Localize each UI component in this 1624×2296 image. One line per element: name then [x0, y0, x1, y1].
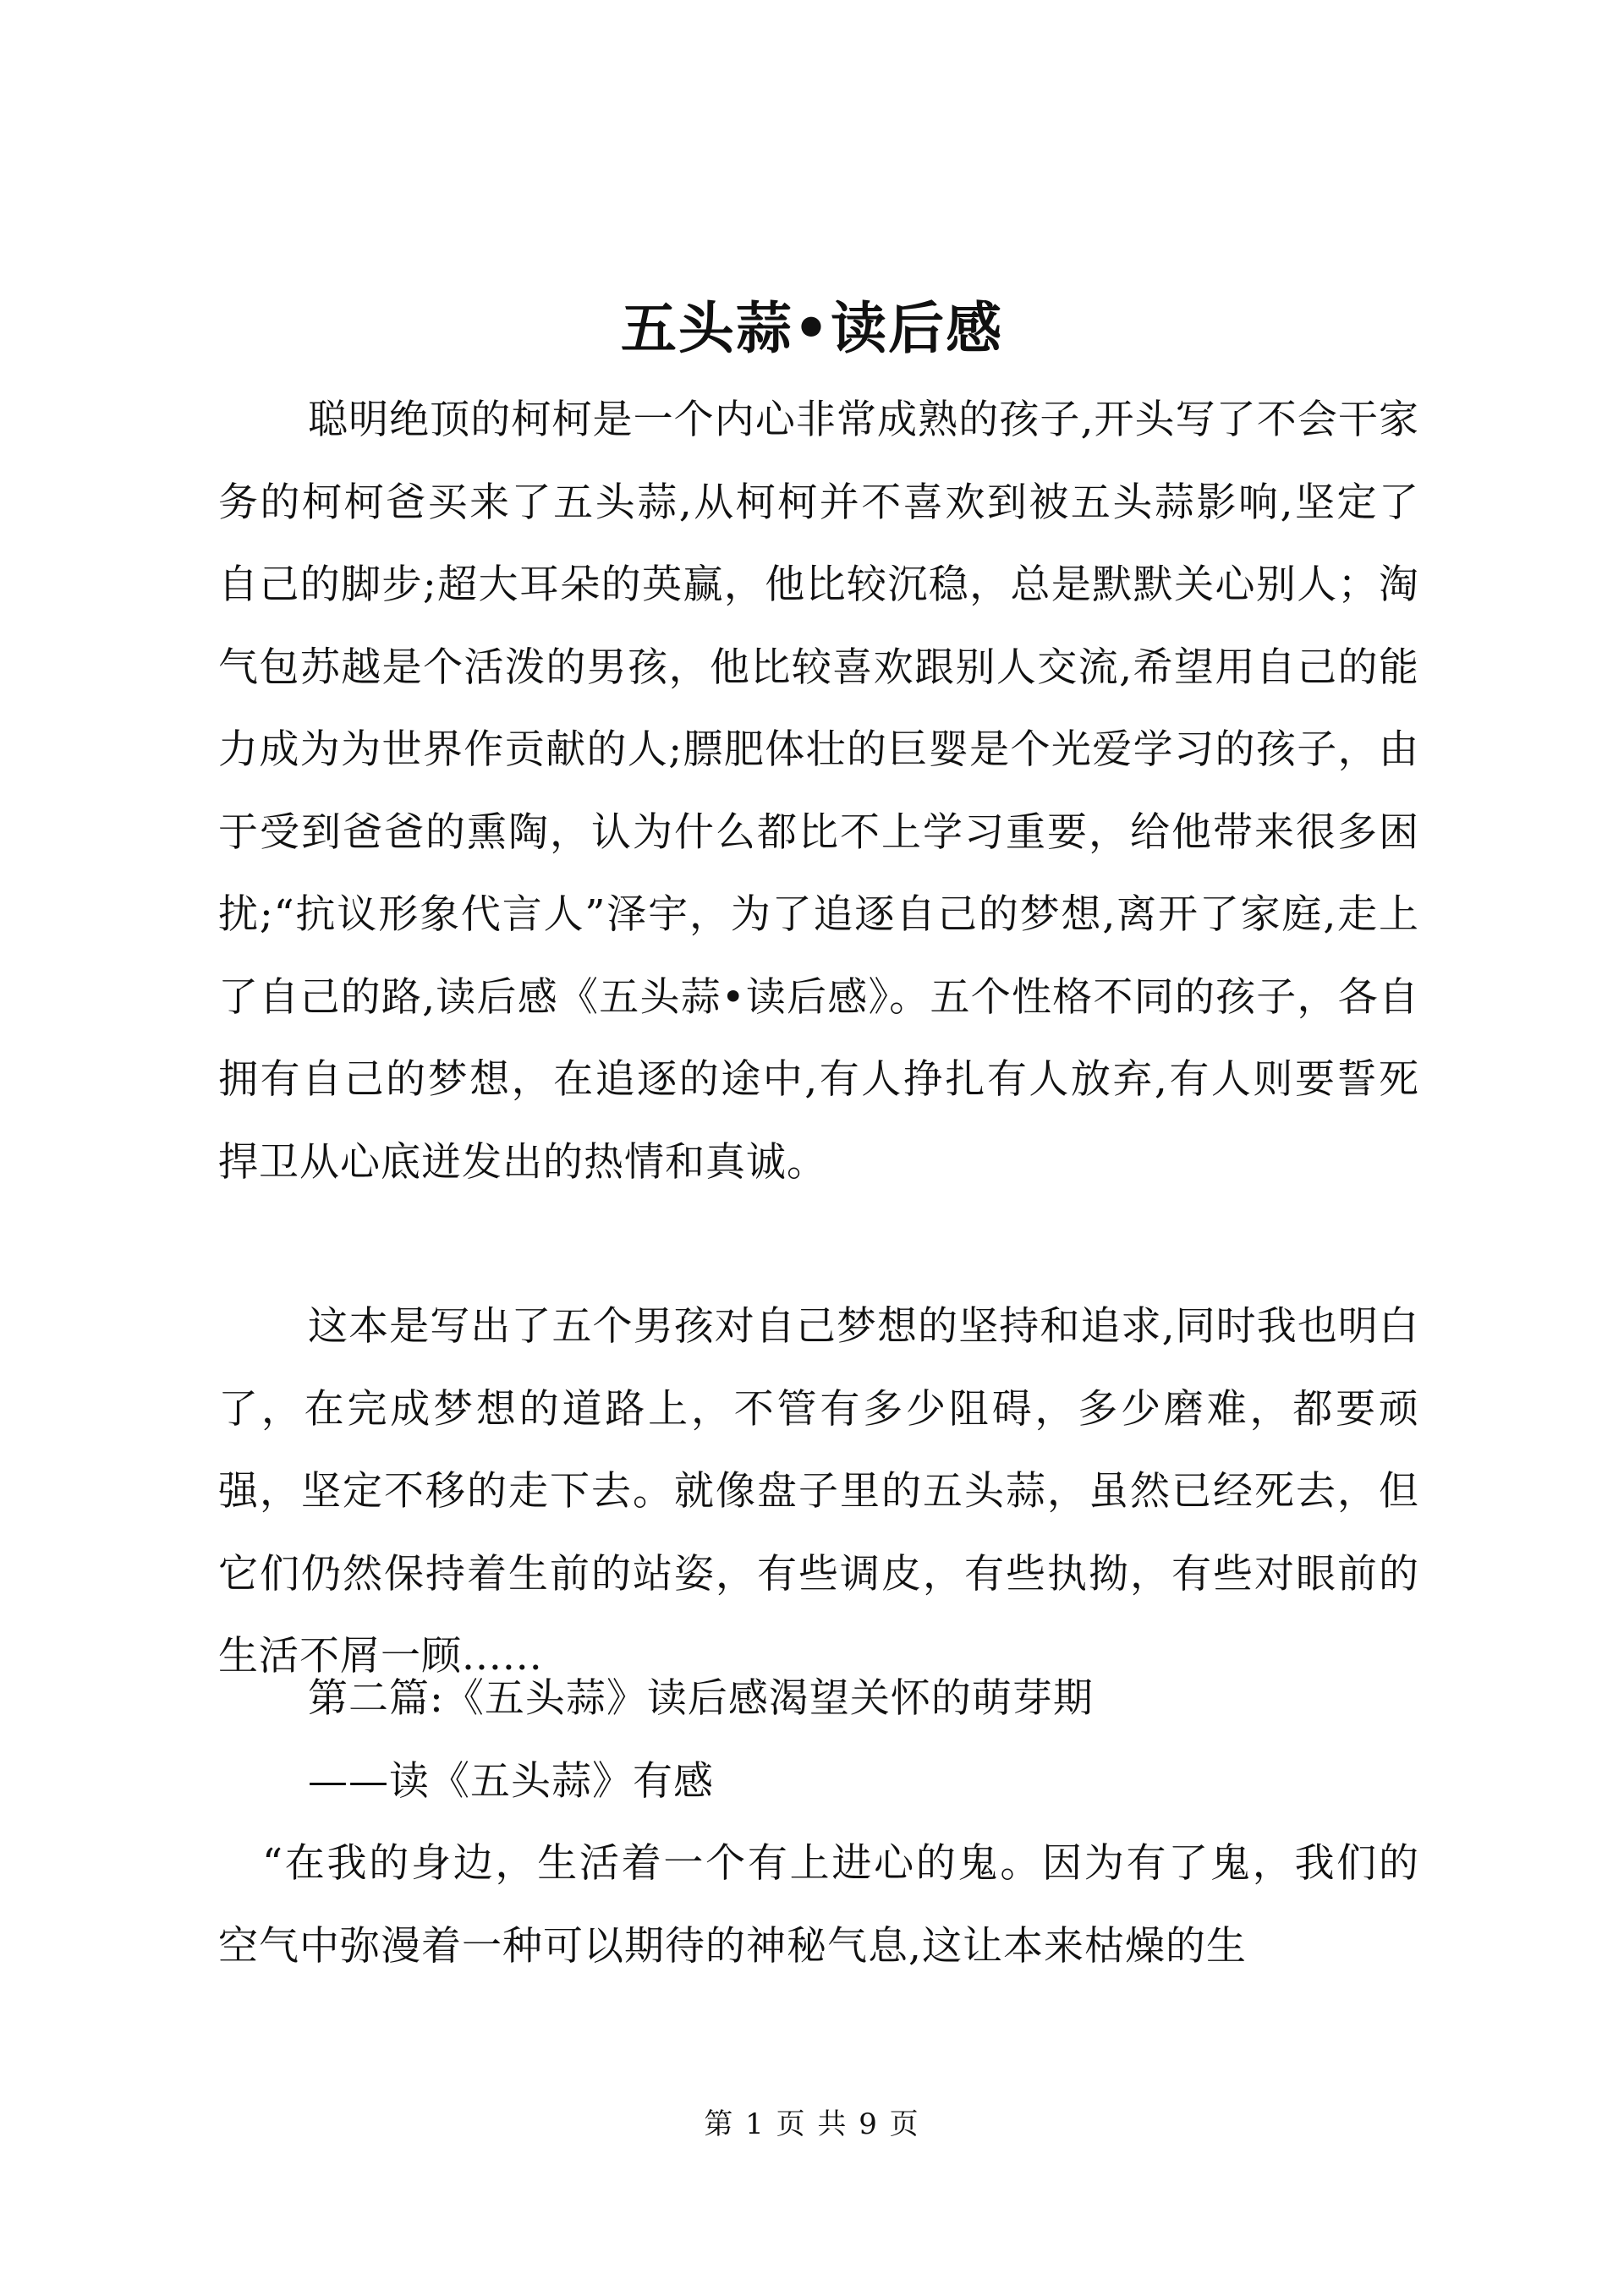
second-article-subheading: ——读《五头蒜》有感 — [308, 1758, 714, 1805]
page-footer: 第 1 页 共 9 页 — [704, 2107, 920, 2141]
second-article-heading: 第二篇:《五头蒜》读后感渴望关怀的萌芽期 — [308, 1675, 1094, 1722]
second-article-paragraph: “在我的身边，生活着一个有上进心的鬼。因为有了鬼，我们的空气中弥漫着一种可以期待的神秘气息,这让本来枯燥的生 — [218, 1840, 1419, 1970]
paragraph-1: 聪明绝顶的柯柯是一个内心非常成熟的孩子,开头写了不会干家务的柯柯爸买来了五头蒜,从柯柯并不喜欢到被五头蒜影响,坚定了自己的脚步;超大耳朵的英赢，他比较沉稳，总是默默关心别人；淘气包苏越是个活泼的男孩，他比较喜欢跟别人交流,希望用自己的能力成为为世界作贡献的人;膘肥体壮的巨婴是个光爱学习的孩子，由于受到爸爸的熏陶，认为什么都比不上学习重要，给他带来很多困扰;“抗议形象代言人”泽宇，为了追逐自己的梦想,离开了家庭,走上了自己的路,读后感《五头蒜•读后感》。五个性格不同的孩子，各自拥有自己的梦想，在追逐的途中,有人挣扎有人放弃,有人则要誓死捍卫从心底迸发出的热情和真诚。 — [218, 397, 1419, 1186]
paragraph-2: 这本是写出了五个男孩对自己梦想的坚持和追求,同时我也明白了，在完成梦想的道路上，不管有多少阻碍，多少磨难，都要顽强，坚定不移的走下去。就像盘子里的五头蒜，虽然已经死去，但它们仍然保持着生前的站姿，有些调皮，有些执拗，有些对眼前的生活不屑一顾...... — [218, 1303, 1419, 1680]
document-title: 五头蒜•读后感 — [620, 295, 1004, 361]
